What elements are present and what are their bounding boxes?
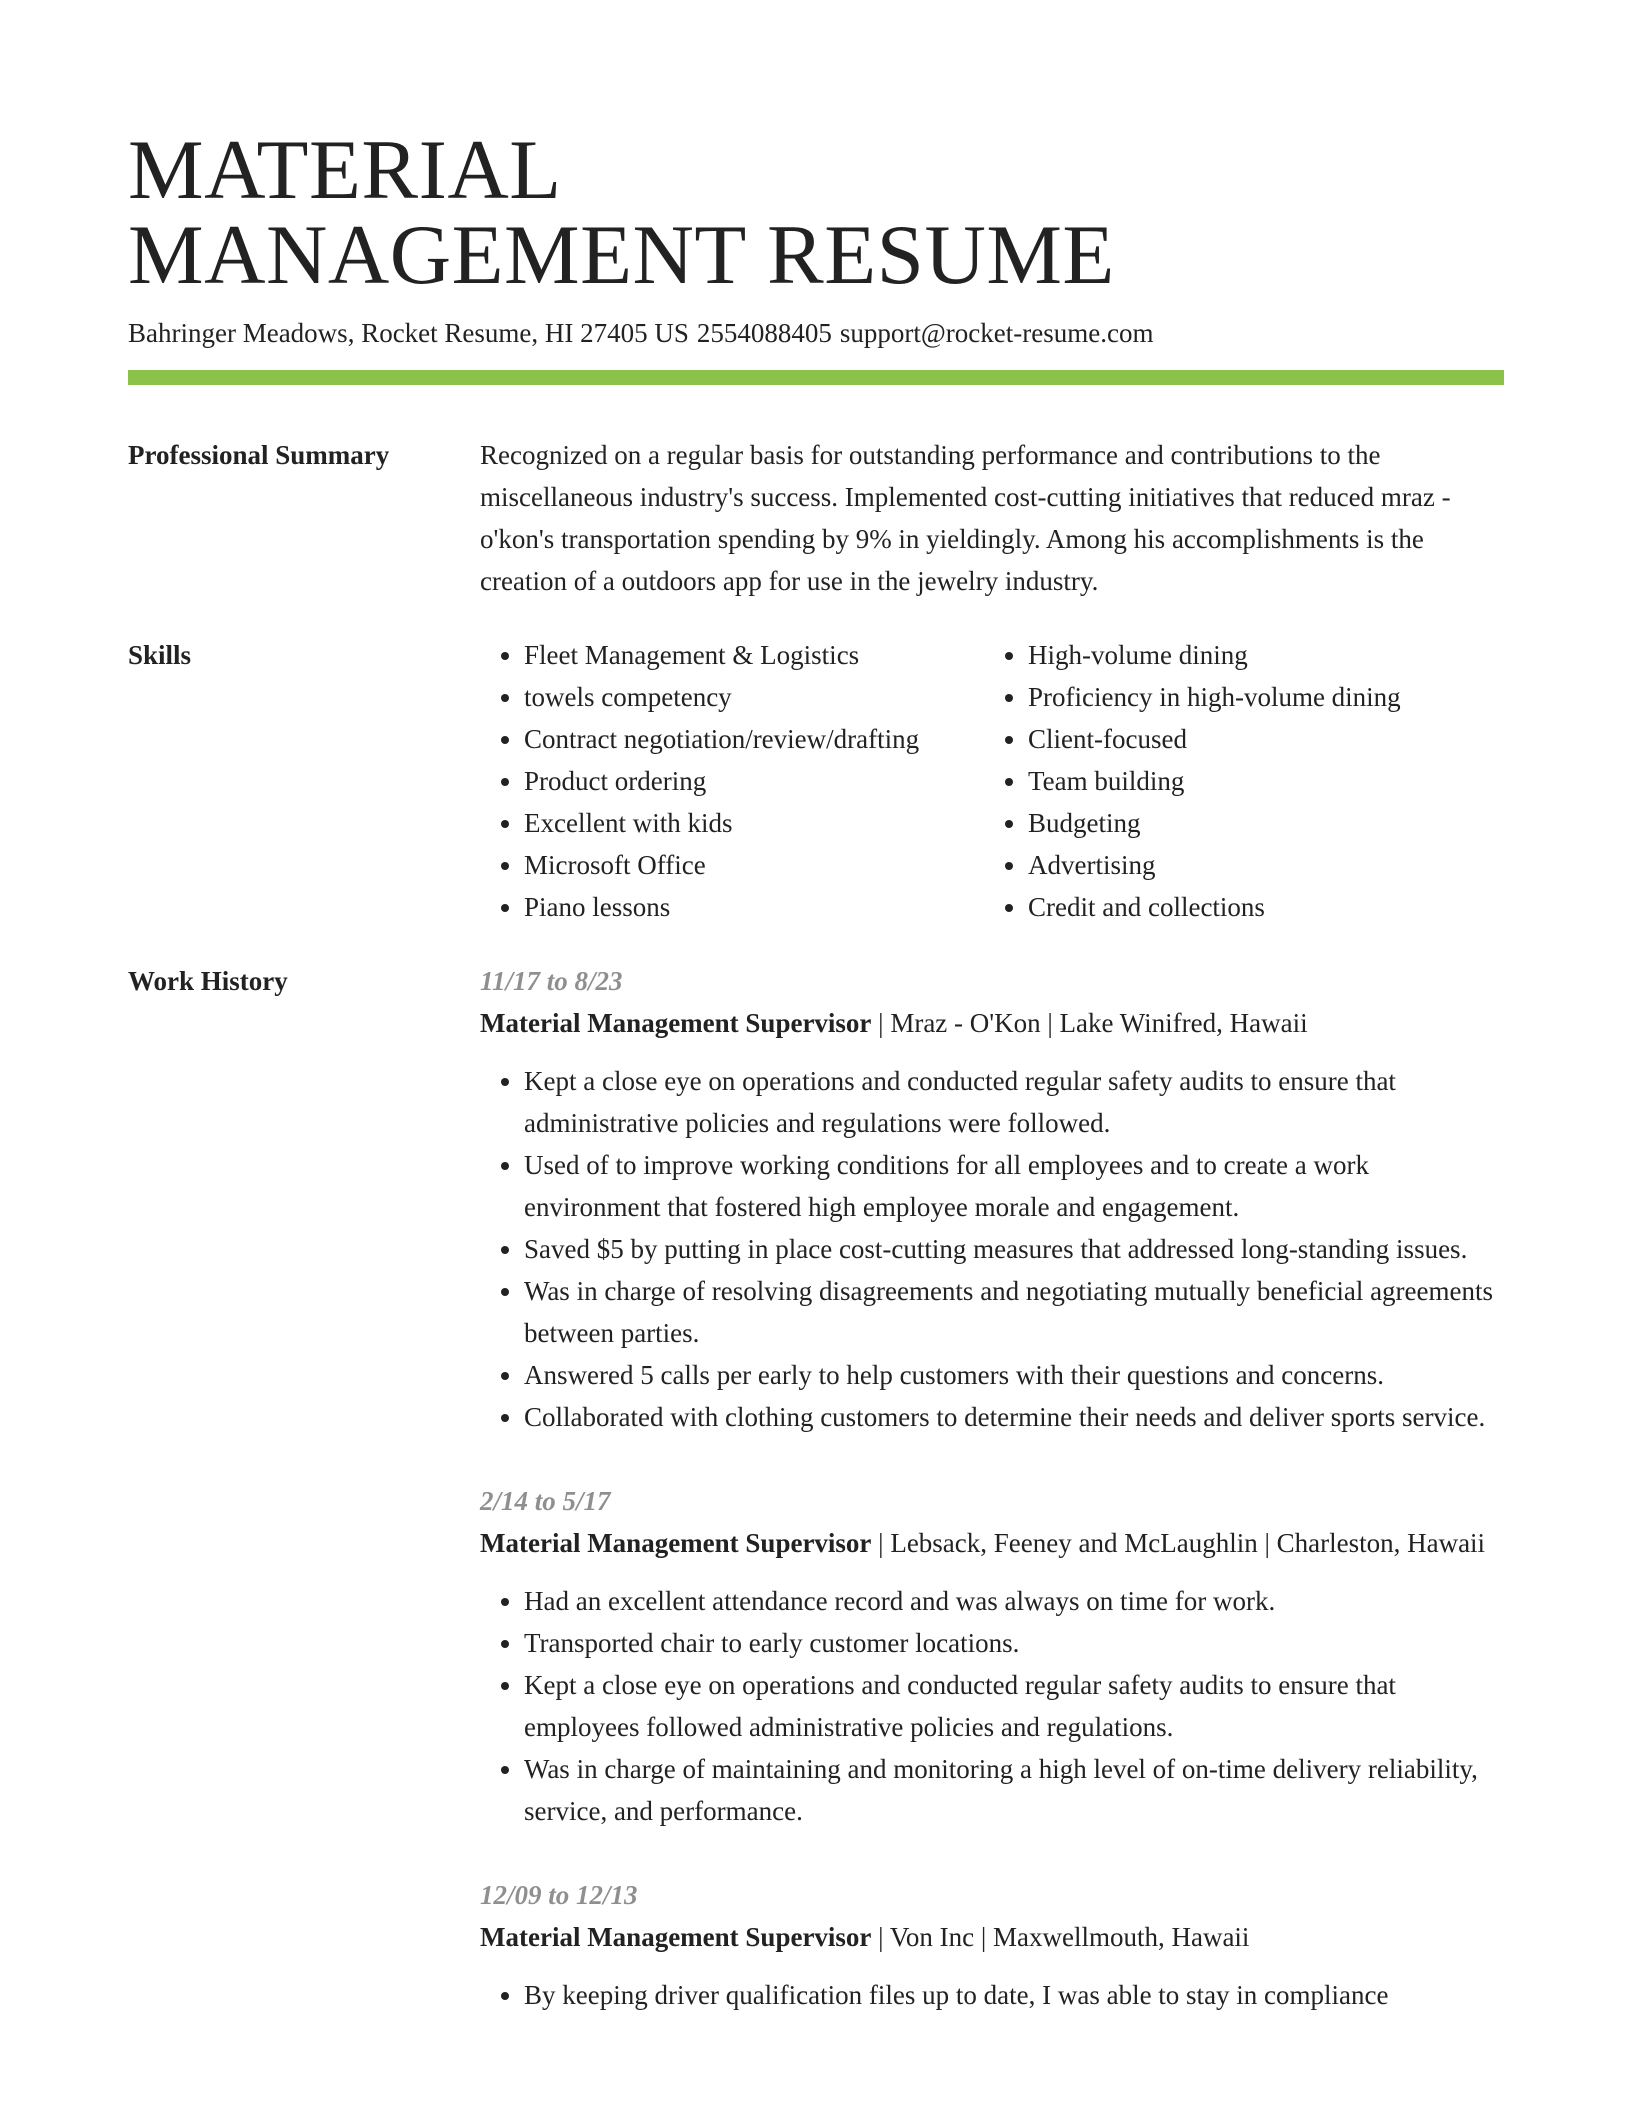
skill-item: • Team building [1028,760,1401,802]
contact-email: support@rocket-resume.com [839,318,1154,348]
job-title-line [480,1522,1504,1564]
job-title: Material Management Supervisor [480,1922,872,1952]
work-history-entries [480,960,1504,2058]
job-bullet-item: • Kept a close eye on operations and conducted regular safety audits to ensure that administrative policies and regulations were followed. [524,1060,1504,1144]
job-title: Material Management Supervisor [480,1008,872,1038]
job-entry [480,1874,1504,2016]
skill-item: • towels competency [524,676,984,718]
skill-item: • Contract negotiation/review/drafting [524,718,984,760]
skill-item: • Client-focused [1028,718,1401,760]
job-title-line [480,1002,1504,1044]
job-dates: 12/09 to 12/13 [480,1880,638,1910]
job-bullet-item: • Had an excellent attendance record and was always on time for work. [524,1580,1504,1622]
job-bullet-item: • Was in charge of maintaining and monitoring a high level of on-time delivery reliability, service, and performance. [524,1748,1504,1832]
skills-list-left [480,634,984,928]
job-bullets [480,1060,1504,1438]
section-heading: Skills [128,640,192,670]
job-title: Material Management Supervisor [480,1528,872,1558]
skill-item: • Fleet Management & Logistics [524,634,984,676]
job-bullet-item: • Kept a close eye on operations and conducted regular safety audits to ensure that employees followed administrative policies and regulations. [524,1664,1504,1748]
skills-list-right [984,634,1401,928]
contact-line [128,316,1153,350]
job-bullet-item: • Answered 5 calls per early to help customers with their questions and concerns. [524,1354,1504,1396]
section-heading: Work History [128,966,288,996]
skill-item: • Advertising [1028,844,1401,886]
job-bullet-item: • Used of to improve working conditions for all employees and to create a work environment that fostered high employee morale and engagement. [524,1144,1504,1228]
skill-item: • Budgeting [1028,802,1401,844]
job-entry [480,960,1504,1438]
job-employer-location: | Mraz - O'Kon | Lake Winifred, Hawaii [871,1008,1308,1038]
section-heading: Professional Summary [128,440,390,470]
header-divider [128,370,1504,385]
skill-item: • Credit and collections [1028,886,1401,928]
section-body [480,634,1504,928]
job-bullets [480,1580,1504,1832]
resume-title-line-1: MATERIAL [128,123,562,217]
skill-item: • Excellent with kids [524,802,984,844]
skill-item: • Piano lessons [524,886,984,928]
job-dates: 11/17 to 8/23 [480,966,623,996]
section-body [480,434,1504,602]
job-employer-location: | Von Inc | Maxwellmouth, Hawaii [871,1922,1250,1952]
job-title-line [480,1916,1504,1958]
skill-item: • High-volume dining [1028,634,1401,676]
skills-columns [480,634,1504,928]
skill-item: • Proficiency in high-volume dining [1028,676,1401,718]
job-bullets [480,1974,1504,2016]
job-dates: 2/14 to 5/17 [480,1486,611,1516]
job-bullet-item: • Was in charge of resolving disagreements and negotiating mutually beneficial agreements between parties. [524,1270,1504,1354]
job-bullet-item: • By keeping driver qualification files up to date, I was able to stay in compliance [524,1974,1504,2016]
contact-phone: 2554088405 [696,318,832,348]
summary-text: Recognized on a regular basis for outstanding performance and contributions to the miscellaneous industry's success. Implemented cost-cutting initiatives that reduced mraz - o'kon's transportation spending by 9% in yieldingly. Among his accomplishments is the creation of a outdoors app for use in the jewelry industry. [480,440,1451,596]
job-bullet-item: • Transported chair to early customer locations. [524,1622,1504,1664]
contact-address: Bahringer Meadows, Rocket Resume, HI 27405 US [128,318,689,348]
job-bullet-item: • Collaborated with clothing customers to determine their needs and deliver sports service. [524,1396,1504,1438]
job-employer-location: | Lebsack, Feeney and McLaughlin | Charleston, Hawaii [871,1528,1486,1558]
skill-item: • Microsoft Office [524,844,984,886]
resume-title [128,123,1508,302]
job-bullet-item: • Saved $5 by putting in place cost-cutting measures that addressed long-standing issues. [524,1228,1504,1270]
job-entry [480,1480,1504,1832]
skill-item: • Product ordering [524,760,984,802]
resume-title-line-2: MANAGEMENT RESUME [128,208,1115,302]
